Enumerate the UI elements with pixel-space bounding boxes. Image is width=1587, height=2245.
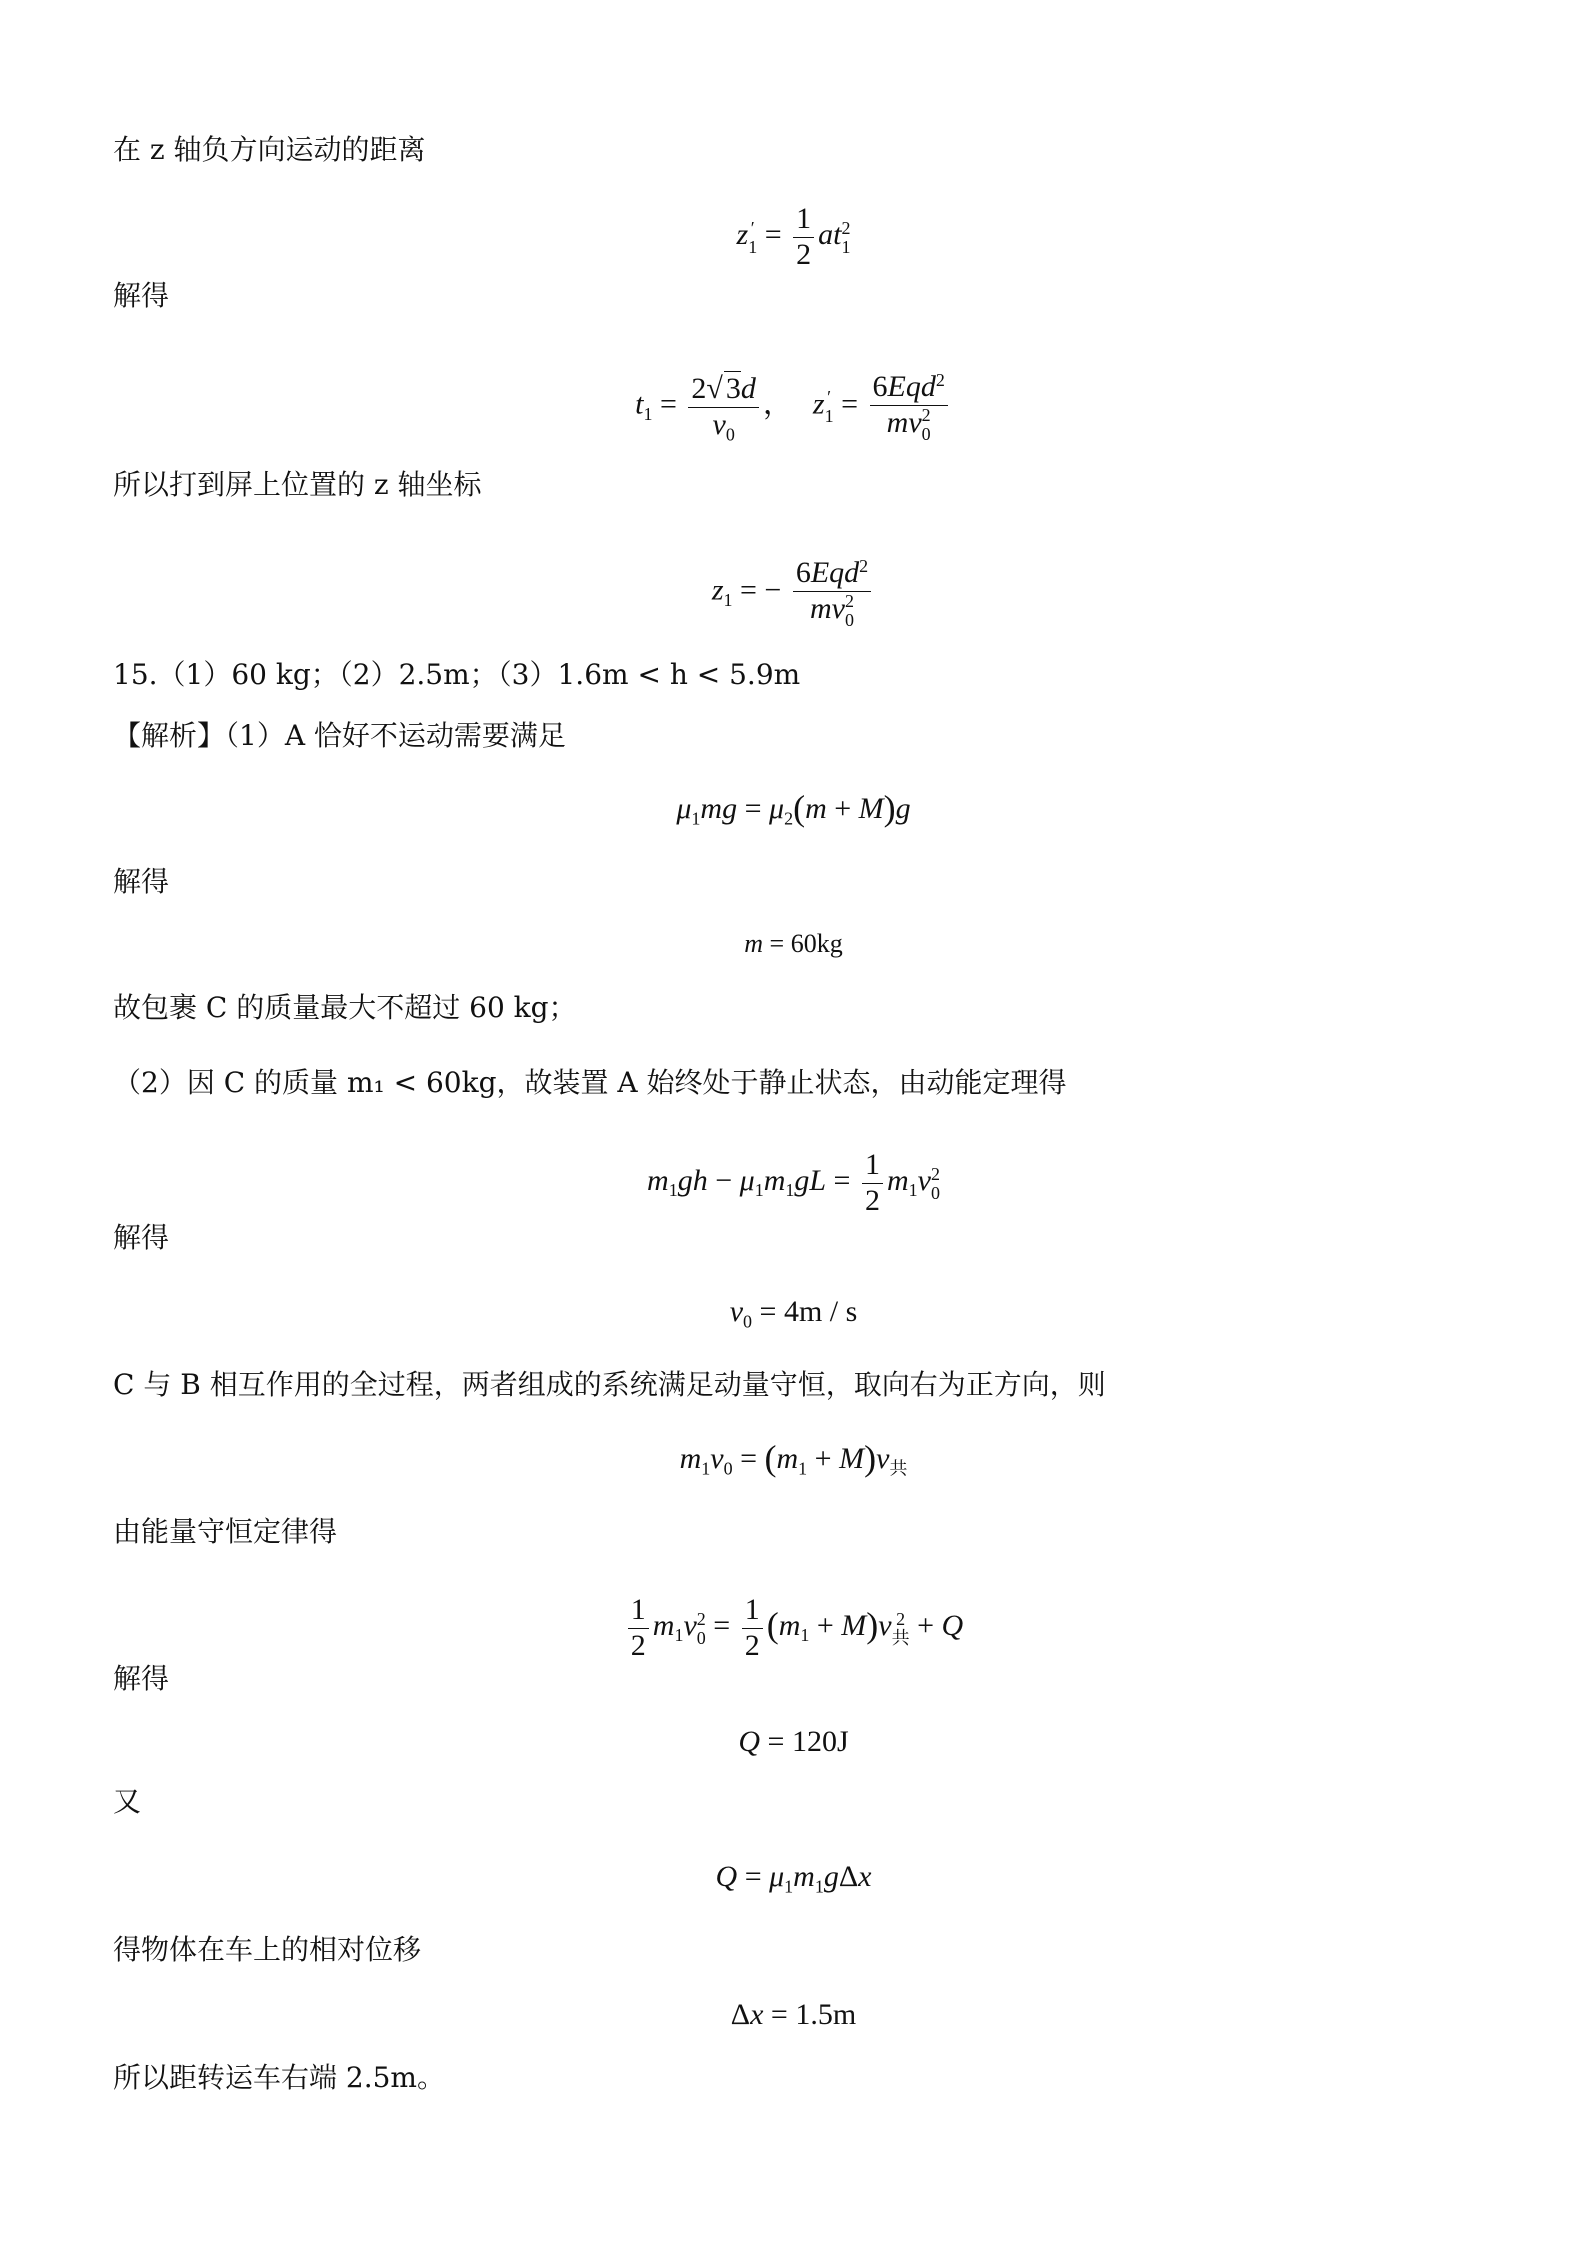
equation-v0: $v_0 = 4m / s$: [729, 1295, 858, 1332]
equation-z1: $z_1$ = − 6Eqd$^2$ mv 2 0: [0, 556, 1587, 629]
text-line: 在 z 轴负方向运动的距离: [113, 133, 426, 166]
text-line: （2）因 C 的质量 m₁ < 60kg，故装置 A 始终处于静止状态，由动能定理得: [113, 1066, 1067, 1099]
equation-q-friction: $Q = \mu_1m_1g\Delta x$: [715, 1860, 872, 1897]
equation-energy-conservation: $\frac{1}{2}$ $m_1v$ 2 0 = $\frac{1}{2}$ $(m_1 + M)v$ 2 共 + Q: [0, 1593, 1587, 1663]
equation-delta-x: Δx = 1.5m: [730, 1998, 857, 2031]
equation-t1-z1-prime: $t_1$ = $\frac{2√ 3d}{v_0}$ ， z ′ 1 = 6Eqd$^2$ mv 2 0: [0, 370, 1587, 443]
text-line: 解得: [113, 1662, 170, 1695]
analysis-heading: 【解析】（1）A 恰好不运动需要满足: [113, 719, 566, 752]
text-line: 由能量守恒定律得: [113, 1515, 338, 1548]
text-line: 所以打到屏上位置的 z 轴坐标: [113, 468, 482, 501]
equation-friction-balance: $\mu_1mg = \mu_2(m + M)g$: [676, 788, 911, 829]
text-line: 又: [113, 1785, 142, 1818]
answer-summary: 15.（1）60 kg；（2）2.5m；（3）1.6m < h < 5.9m: [113, 658, 801, 691]
equation-q-value: Q = 120J: [738, 1725, 849, 1758]
text-line: 所以距转运车右端 2.5m。: [113, 2061, 445, 2094]
equation-z1-prime: z ′ 1 = $\frac{1}{2}$ at 2 1: [736, 202, 851, 271]
text-line: 得物体在车上的相对位移: [113, 1933, 422, 1966]
equation-energy-theorem: $m_1gh - \mu_1m_1gL$ = $\frac{1}{2}$ $m_1v$ 2 0: [647, 1148, 940, 1217]
equation-m-value: m = 60kg: [744, 929, 843, 958]
text-line: 解得: [113, 865, 170, 898]
text-line: 解得: [113, 279, 170, 312]
equation-momentum: $m_1v_0 = (m_1 + M)v_共$: [679, 1438, 908, 1479]
text-line: 故包裹 C 的质量最大不超过 60 kg；: [113, 991, 577, 1024]
text-line: C 与 B 相互作用的全过程，两者组成的系统满足动量守恒，取向右为正方向，则: [113, 1368, 1106, 1401]
text-line: 解得: [113, 1221, 170, 1254]
